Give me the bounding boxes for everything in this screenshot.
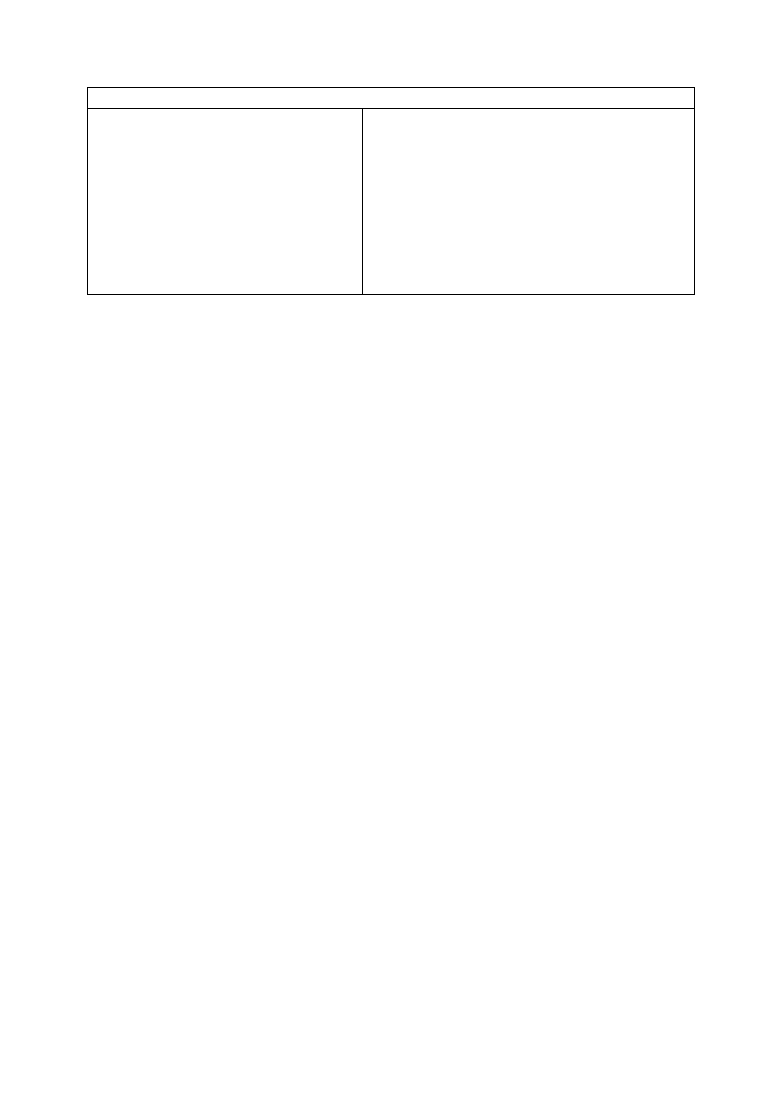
- lesson-sheet: [87, 87, 695, 295]
- bottom-row: [88, 108, 694, 294]
- postscript-cell: [363, 109, 694, 294]
- lesson-table: [87, 87, 695, 295]
- blackboard-cell: [88, 109, 363, 294]
- lesson-procedure-cell: [88, 88, 694, 108]
